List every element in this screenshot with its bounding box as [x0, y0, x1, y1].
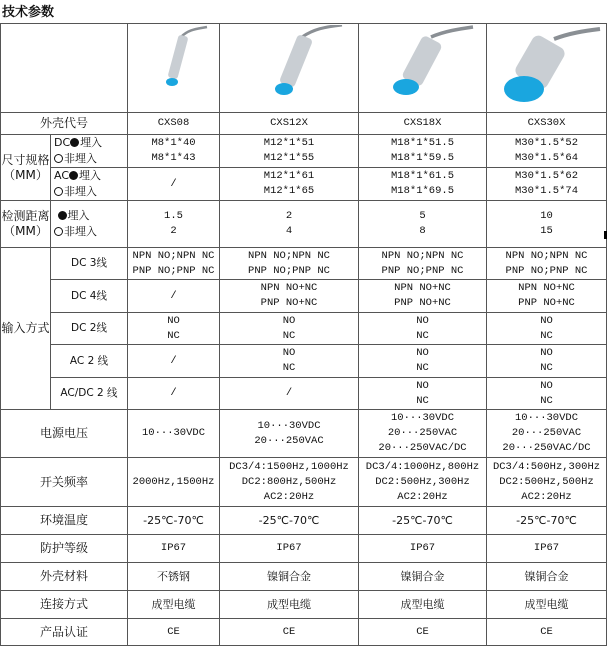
connect-cxs08: 成型电缆 — [128, 591, 220, 619]
ac2-cxs12x: NO NC — [220, 345, 359, 378]
row-temp — [1, 507, 607, 535]
size-dc-cxs12x: M12*1*51 M12*1*55 — [220, 135, 359, 168]
temp-cxs18x: -25℃-70℃ — [359, 507, 487, 535]
sensor-image-cxs18x — [359, 24, 487, 113]
cert-cxs08: CE — [128, 619, 220, 646]
detect-cxs08: 1.5 2 — [128, 201, 220, 248]
row-size-dc — [1, 135, 607, 168]
row-connect — [1, 591, 607, 619]
non-embedded-ring-icon — [54, 154, 63, 163]
label-size: 尺寸规格（MM） — [1, 135, 51, 201]
temp-cxs08: -25℃-70℃ — [128, 507, 220, 535]
label-dc3: DC 3线 — [51, 248, 128, 280]
size-ac-cxs18x: M18*1*61.5 M18*1*69.5 — [359, 168, 487, 201]
model-cxs18x: CXS18X — [359, 113, 487, 135]
row-shell-code — [1, 113, 607, 135]
connect-cxs18x: 成型电缆 — [359, 591, 487, 619]
model-cxs30x: CXS30X — [487, 113, 607, 135]
ac2-cxs08: / — [128, 345, 220, 378]
dc4-cxs08: / — [128, 280, 220, 313]
label-freq: 开关频率 — [1, 458, 128, 507]
freq-cxs12x: DC3/4:1500Hz,1000Hz DC2:800Hz,500Hz AC2:20Hz — [220, 458, 359, 507]
row-protect — [1, 535, 607, 563]
label-acdc2: AC/DC 2 线 — [51, 378, 128, 410]
label-size-ac: AC 埋入 非埋入 — [51, 168, 128, 201]
row-material — [1, 563, 607, 591]
protect-cxs30x: IP67 — [487, 535, 607, 563]
dc4-cxs12x: NPN NO+NC PNP NO+NC — [220, 280, 359, 313]
size-ac-cxs30x: M30*1.5*62 M30*1.5*74 — [487, 168, 607, 201]
size-dc-cxs18x: M18*1*51.5 M18*1*59.5 — [359, 135, 487, 168]
dc2-cxs18x: NO NC — [359, 313, 487, 345]
protect-cxs08: IP67 — [128, 535, 220, 563]
row-dc4 — [1, 280, 607, 313]
label-shell-code: 外壳代号 — [1, 113, 128, 135]
dc3-cxs08: NPN NO;NPN NC PNP NO;PNP NC — [128, 248, 220, 280]
connect-cxs30x: 成型电缆 — [487, 591, 607, 619]
power-cxs12x: 10···30VDC 20···250VAC — [220, 410, 359, 458]
acdc2-cxs12x: / — [220, 378, 359, 410]
acdc2-cxs08: / — [128, 378, 220, 410]
cert-cxs18x: CE — [359, 619, 487, 646]
dc2-cxs12x: NO NC — [220, 313, 359, 345]
label-protect: 防护等级 — [1, 535, 128, 563]
spec-table — [0, 23, 607, 646]
sensor-image-cxs30x — [487, 24, 607, 113]
ac2-cxs18x: NO NC — [359, 345, 487, 378]
dc3-cxs12x: NPN NO;NPN NC PNP NO;PNP NC — [220, 248, 359, 280]
row-dc2 — [1, 313, 607, 345]
model-cxs08: CXS08 — [128, 113, 220, 135]
label-power: 电源电压 — [1, 410, 128, 458]
label-dc4: DC 4线 — [51, 280, 128, 313]
sensor-image-cxs12x — [220, 24, 359, 113]
image-spacer — [1, 24, 128, 113]
power-cxs30x: 10···30VDC 20···250VAC 20···250VAC/DC — [487, 410, 607, 458]
label-temp: 环境温度 — [1, 507, 128, 535]
size-dc-cxs08: M8*1*40 M8*1*43 — [128, 135, 220, 168]
row-power — [1, 410, 607, 458]
row-ac2 — [1, 345, 607, 378]
freq-cxs18x: DC3/4:1000Hz,800Hz DC2:500Hz,300Hz AC2:20Hz — [359, 458, 487, 507]
label-detect: 检测距离（MM） — [1, 201, 51, 248]
row-acdc2 — [1, 378, 607, 410]
non-embedded-ring-icon — [54, 227, 63, 236]
label-output: 输入方式 — [1, 248, 51, 410]
freq-cxs08: 2000Hz,1500Hz — [128, 458, 220, 507]
embedded-dot-icon — [70, 138, 79, 147]
cert-cxs30x: CE — [487, 619, 607, 646]
power-cxs18x: 10···30VDC 20···250VAC 20···250VAC/DC — [359, 410, 487, 458]
temp-cxs30x: -25℃-70℃ — [487, 507, 607, 535]
embedded-dot-icon — [69, 171, 78, 180]
connect-cxs12x: 成型电缆 — [220, 591, 359, 619]
non-embedded-ring-icon — [54, 187, 63, 196]
dc2-cxs30x: NO NC — [487, 313, 607, 345]
detect-cxs30x: 10 15 — [487, 201, 607, 248]
material-cxs12x: 镍铜合金 — [220, 563, 359, 591]
label-detect-types: 埋入 非埋入 — [51, 201, 128, 248]
dc2-cxs08: NO NC — [128, 313, 220, 345]
label-size-dc: DC 埋入 非埋入 — [51, 135, 128, 168]
label-dc2: DC 2线 — [51, 313, 128, 345]
row-detect — [1, 201, 607, 248]
acdc2-cxs30x: NO NC — [487, 378, 607, 410]
temp-cxs12x: -25℃-70℃ — [220, 507, 359, 535]
size-ac-cxs08: / — [128, 168, 220, 201]
size-dc-cxs30x: M30*1.5*52 M30*1.5*64 — [487, 135, 607, 168]
cert-cxs12x: CE — [220, 619, 359, 646]
dc3-cxs18x: NPN NO;NPN NC PNP NO;PNP NC — [359, 248, 487, 280]
material-cxs08: 不锈钢 — [128, 563, 220, 591]
protect-cxs18x: IP67 — [359, 535, 487, 563]
label-cert: 产品认证 — [1, 619, 128, 646]
dc4-cxs30x: NPN NO+NC PNP NO+NC — [487, 280, 607, 313]
embedded-dot-icon — [58, 211, 67, 220]
size-ac-cxs12x: M12*1*61 M12*1*65 — [220, 168, 359, 201]
model-cxs12x: CXS12X — [220, 113, 359, 135]
freq-cxs30x: DC3/4:500Hz,300Hz DC2:500Hz,500Hz AC2:20Hz — [487, 458, 607, 507]
dc4-cxs18x: NPN NO+NC PNP NO+NC — [359, 280, 487, 313]
row-cert — [1, 619, 607, 646]
label-material: 外壳材料 — [1, 563, 128, 591]
label-connect: 连接方式 — [1, 591, 128, 619]
edge-mark — [604, 231, 607, 239]
row-dc3 — [1, 248, 607, 280]
row-freq — [1, 458, 607, 507]
detect-cxs12x: 2 4 — [220, 201, 359, 248]
label-ac2: AC 2 线 — [51, 345, 128, 378]
protect-cxs12x: IP67 — [220, 535, 359, 563]
dc3-cxs30x: NPN NO;NPN NC PNP NO;PNP NC — [487, 248, 607, 280]
material-cxs30x: 镍铜合金 — [487, 563, 607, 591]
power-cxs08: 10···30VDC — [128, 410, 220, 458]
sensor-image-cxs08 — [128, 24, 220, 113]
acdc2-cxs18x: NO NC — [359, 378, 487, 410]
page-title: 技术参数 — [2, 5, 55, 20]
material-cxs18x: 镍铜合金 — [359, 563, 487, 591]
row-size-ac — [1, 168, 607, 201]
ac2-cxs30x: NO NC — [487, 345, 607, 378]
detect-cxs18x: 5 8 — [359, 201, 487, 248]
image-row — [1, 24, 607, 113]
